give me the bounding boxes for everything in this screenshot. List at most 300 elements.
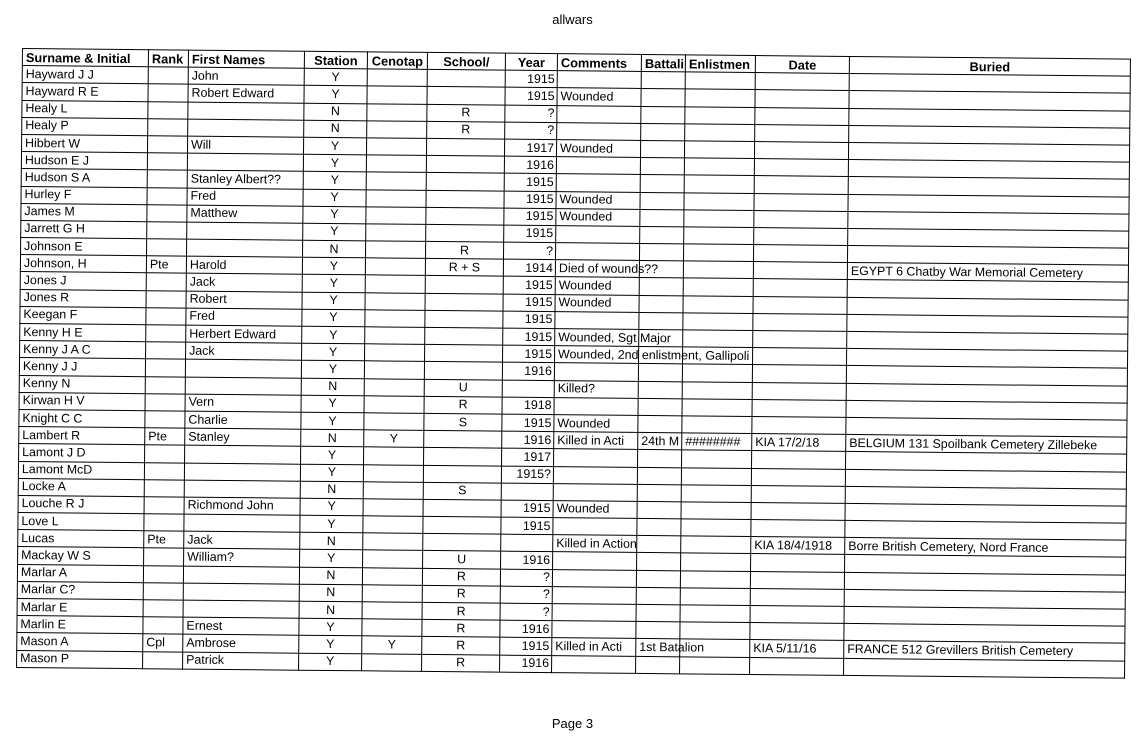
- table-cell: [555, 243, 639, 261]
- table-cell: 1914: [503, 259, 555, 277]
- table-cell: [639, 312, 683, 330]
- table-cell: [362, 653, 422, 671]
- table-cell: N: [301, 429, 364, 447]
- table-cell: Mason A: [17, 633, 143, 651]
- table-cell: Y: [302, 292, 365, 310]
- table-cell: Harold: [186, 256, 302, 274]
- table-cell: [184, 463, 300, 481]
- table-cell: R: [424, 396, 502, 414]
- column-header: Rank: [148, 50, 188, 68]
- table-cell: Hurley F: [21, 186, 147, 204]
- table-cell: Jack: [184, 531, 300, 549]
- table-cell: Y: [304, 68, 367, 86]
- table-cell: 1915: [505, 70, 557, 88]
- table-cell: [751, 554, 845, 572]
- table-cell: Marlar E: [17, 598, 143, 616]
- table-cell: Y: [362, 636, 422, 654]
- table-cell: [362, 567, 422, 585]
- table-cell: Y: [303, 137, 366, 155]
- table-cell: [147, 222, 187, 240]
- table-cell: ########: [682, 433, 752, 451]
- table-cell: S: [424, 413, 502, 431]
- table-cell: [423, 499, 501, 517]
- table-cell: Wounded: [555, 277, 639, 295]
- table-cell: Stanley: [185, 428, 301, 446]
- table-cell: [144, 497, 184, 515]
- table-cell: [364, 447, 424, 465]
- table-cell: Kirwan H V: [19, 392, 145, 410]
- table-cell: 1915: [502, 414, 554, 432]
- table-cell: [553, 466, 637, 484]
- table-cell: [552, 655, 636, 673]
- table-cell: R: [422, 568, 500, 586]
- table-cell: [754, 227, 848, 245]
- table-cell: [752, 451, 846, 469]
- table-cell: [148, 118, 188, 136]
- table-cell: 1915: [504, 173, 556, 191]
- table-cell: [683, 313, 753, 331]
- table-cell: Marlin E: [17, 616, 143, 634]
- table-cell: N: [299, 567, 362, 585]
- table-cell: [552, 621, 636, 639]
- table-cell: [753, 313, 847, 331]
- table-cell: Y: [302, 257, 365, 275]
- table-cell: [641, 123, 685, 141]
- table-cell: Robert Edward: [188, 84, 304, 102]
- table-cell: [557, 71, 641, 89]
- table-cell: Wounded: [553, 500, 637, 518]
- table-cell: [638, 364, 682, 382]
- table-cell: R: [427, 104, 505, 122]
- table-cell: ?: [503, 242, 555, 260]
- table-cell: [367, 86, 427, 104]
- table-cell: [367, 103, 427, 121]
- table-cell: [750, 623, 844, 641]
- table-cell: Lamont McD: [18, 461, 144, 479]
- table-cell: [637, 536, 681, 554]
- table-cell: Y: [302, 343, 365, 361]
- table-cell: Wounded: [554, 415, 638, 433]
- table-cell: [145, 445, 185, 463]
- table-cell: [144, 548, 184, 566]
- column-header: Date: [755, 56, 849, 74]
- table-cell: [636, 622, 680, 640]
- table-cell: [365, 241, 425, 259]
- table-cell: [680, 605, 750, 623]
- table-cell: [637, 501, 681, 519]
- table-cell: Y: [304, 86, 367, 104]
- table-cell: 1915: [504, 208, 556, 226]
- table-cell: Healy P: [22, 117, 148, 135]
- table-cell: [639, 244, 683, 262]
- table-cell: 1917: [502, 448, 554, 466]
- table-cell: [187, 239, 303, 257]
- table-cell: [754, 176, 848, 194]
- table-cell: [366, 172, 426, 190]
- table-cell: U: [423, 551, 501, 569]
- table-cell: [145, 359, 185, 377]
- table-cell: ?: [505, 122, 557, 140]
- table-cell: Robert: [186, 291, 302, 309]
- table-cell: EGYPT 6 Chatby War Memorial Cemetery: [847, 263, 1128, 283]
- table-cell: N: [299, 601, 362, 619]
- table-cell: [144, 514, 184, 532]
- table-cell: Wounded, Sgt Major: [555, 329, 639, 347]
- table-cell: [185, 445, 301, 463]
- table-cell: [684, 192, 754, 210]
- table-cell: [183, 583, 299, 601]
- table-cell: [683, 330, 753, 348]
- table-cell: Hayward J J: [22, 66, 148, 84]
- table-cell: Y: [300, 550, 363, 568]
- table-cell: Hudson S A: [21, 169, 147, 187]
- table-cell: [680, 656, 750, 674]
- table-cell: KIA 17/2/18: [752, 434, 846, 452]
- table-cell: [425, 276, 503, 294]
- table-cell: [754, 159, 848, 177]
- table-cell: [680, 570, 750, 588]
- table-cell: Hibbert W: [22, 134, 148, 152]
- table-cell: [364, 413, 424, 431]
- table-cell: 1916: [504, 156, 556, 174]
- table-cell: [427, 70, 505, 88]
- table-cell: 1915: [503, 294, 555, 312]
- table-cell: [365, 344, 425, 362]
- table-cell: Ernest: [183, 617, 299, 635]
- table-cell: [187, 222, 303, 240]
- table-cell: Y: [301, 361, 364, 379]
- table-cell: [425, 310, 503, 328]
- table-cell: [637, 518, 681, 536]
- table-cell: [555, 311, 639, 329]
- table-cell: [366, 206, 426, 224]
- table-cell: [148, 101, 188, 119]
- table-cell: [147, 136, 187, 154]
- table-cell: [183, 566, 299, 584]
- roll-table: [16, 48, 1131, 678]
- table-cell: Wounded: [557, 88, 641, 106]
- table-cell: 1915: [504, 191, 556, 209]
- table-cell: [637, 467, 681, 485]
- table-cell: [750, 657, 844, 675]
- table-cell: [143, 583, 183, 601]
- table-cell: Jones R: [20, 289, 146, 307]
- table-cell: [641, 106, 685, 124]
- table-cell: [637, 484, 681, 502]
- table-cell: [754, 141, 848, 159]
- table-cell: Y: [302, 309, 365, 327]
- table-cell: William?: [184, 549, 300, 567]
- table-cell: [752, 382, 846, 400]
- table-cell: [684, 158, 754, 176]
- table-cell: Kenny H E: [20, 323, 146, 341]
- table-cell: [367, 121, 427, 139]
- table-cell: R: [422, 585, 500, 603]
- table-cell: R: [427, 121, 505, 139]
- column-header: First Names: [188, 50, 304, 68]
- table-cell: Y: [302, 326, 365, 344]
- table-cell: [681, 467, 751, 485]
- table-cell: [366, 138, 426, 156]
- table-cell: Love L: [18, 513, 144, 531]
- table-cell: R: [422, 654, 500, 672]
- column-header: Enlistmen: [685, 55, 755, 73]
- table-cell: [363, 464, 423, 482]
- table-cell: Lucas: [18, 530, 144, 548]
- table-cell: Richmond John: [184, 497, 300, 515]
- table-cell: [752, 399, 846, 417]
- table-cell: Stanley Albert??: [187, 170, 303, 188]
- table-cell: [640, 192, 684, 210]
- table-cell: R: [422, 637, 500, 655]
- table-cell: [366, 189, 426, 207]
- table-cell: [363, 550, 423, 568]
- table-cell: 1915: [501, 517, 553, 535]
- table-cell: [426, 224, 504, 242]
- table-cell: Fred: [186, 308, 302, 326]
- table-cell: Charlie: [185, 411, 301, 429]
- table-cell: [365, 258, 425, 276]
- table-cell: R: [422, 602, 500, 620]
- table-cell: [685, 72, 755, 90]
- table-cell: [363, 481, 423, 499]
- table-cell: [364, 396, 424, 414]
- column-header: Comments: [557, 54, 641, 72]
- table-cell: Hudson E J: [21, 152, 147, 170]
- table-cell: N: [300, 532, 363, 550]
- table-cell: Cpl: [143, 634, 183, 652]
- table-cell: [754, 210, 848, 228]
- table-cell: [366, 224, 426, 242]
- table-cell: Knight C C: [19, 409, 145, 427]
- table-cell: Wounded: [555, 294, 639, 312]
- table-cell: [684, 175, 754, 193]
- table-cell: Y: [300, 464, 363, 482]
- table-cell: Johnson, H: [20, 255, 146, 273]
- table-cell: [751, 468, 845, 486]
- table-cell: Marlar C?: [17, 581, 143, 599]
- table-cell: Y: [299, 636, 362, 654]
- table-cell: Hayward R E: [22, 83, 148, 101]
- table-cell: [554, 363, 638, 381]
- table-cell: [424, 431, 502, 449]
- table-cell: [145, 393, 185, 411]
- table-cell: [148, 84, 188, 102]
- table-cell: [423, 516, 501, 534]
- table-cell: Kenny J J: [19, 358, 145, 376]
- table-cell: Y: [303, 206, 366, 224]
- table-cell: Y: [299, 618, 362, 636]
- table-cell: Pte: [144, 531, 184, 549]
- table-cell: 1916: [502, 363, 554, 381]
- table-cell: [426, 173, 504, 191]
- table-cell: N: [304, 120, 367, 138]
- table-cell: Kenny J A C: [20, 341, 146, 359]
- table-cell: Wounded, 2nd enlistment, Gallipoli: [555, 346, 639, 364]
- table-cell: [425, 345, 503, 363]
- table-cell: [427, 87, 505, 105]
- table-cell: [684, 227, 754, 245]
- table-cell: [145, 376, 185, 394]
- table-cell: [685, 89, 755, 107]
- table-cell: [638, 450, 682, 468]
- table-cell: [423, 465, 501, 483]
- table-cell: N: [300, 481, 363, 499]
- table-cell: [553, 518, 637, 536]
- table-cell: Y: [303, 172, 366, 190]
- table-cell: [147, 187, 187, 205]
- table-cell: ?: [500, 586, 552, 604]
- table-cell: [183, 600, 299, 618]
- table-cell: N: [304, 103, 367, 121]
- table-cell: [364, 378, 424, 396]
- table-cell: [752, 365, 846, 383]
- table-cell: R: [422, 620, 500, 638]
- table-cell: [753, 262, 847, 280]
- table-cell: [683, 261, 753, 279]
- table-cell: [426, 156, 504, 174]
- table-cell: Lamont J D: [19, 444, 145, 462]
- table-cell: [682, 381, 752, 399]
- table-cell: [680, 588, 750, 606]
- table-cell: [145, 411, 185, 429]
- table-cell: Healy L: [22, 100, 148, 118]
- table-cell: [362, 619, 422, 637]
- table-cell: [363, 533, 423, 551]
- table-cell: [365, 310, 425, 328]
- table-cell: [637, 553, 681, 571]
- table-cell: [681, 519, 751, 537]
- table-cell: [682, 399, 752, 417]
- table-cell: 1915: [503, 311, 555, 329]
- table-cell: [636, 656, 680, 674]
- table-cell: 1916: [500, 655, 552, 673]
- table-cell: [638, 381, 682, 399]
- table-cell: R + S: [425, 259, 503, 277]
- table-cell: [556, 226, 640, 244]
- table-cell: [143, 617, 183, 635]
- column-header: School/: [427, 52, 505, 70]
- column-header: Cenotap: [367, 52, 427, 70]
- table-cell: [147, 170, 187, 188]
- table-cell: [554, 449, 638, 467]
- table-cell: [556, 174, 640, 192]
- table-cell: [553, 483, 637, 501]
- table-cell: [423, 534, 501, 552]
- table-cell: [425, 293, 503, 311]
- table-cell: [638, 415, 682, 433]
- table-cell: [557, 122, 641, 140]
- table-cell: [552, 604, 636, 622]
- table-cell: [148, 67, 188, 85]
- table-cell: [187, 153, 303, 171]
- column-header: Surname & Initial: [22, 49, 148, 67]
- table-cell: [424, 448, 502, 466]
- table-cell: Kenny N: [19, 375, 145, 393]
- table-cell: Y: [301, 395, 364, 413]
- table-cell: [680, 622, 750, 640]
- table-cell: [146, 290, 186, 308]
- table-cell: [553, 552, 637, 570]
- table-cell: Mason P: [17, 650, 143, 668]
- table-cell: Killed in Action: [553, 535, 637, 553]
- table-cell: [502, 380, 554, 398]
- table-cell: ?: [500, 569, 552, 587]
- table-cell: [552, 569, 636, 587]
- table-cell: [188, 119, 304, 137]
- table-cell: 24th M: [638, 433, 682, 451]
- table-cell: John: [188, 67, 304, 85]
- table-cell: 1915: [503, 328, 555, 346]
- table-cell: [750, 588, 844, 606]
- table-cell: [426, 190, 504, 208]
- table-cell: Jarrett G H: [21, 220, 147, 238]
- table-cell: [640, 140, 684, 158]
- table-cell: [754, 193, 848, 211]
- table-cell: 1915: [505, 88, 557, 106]
- column-header: Battali: [641, 54, 685, 72]
- table-cell: [636, 604, 680, 622]
- table-cell: [753, 245, 847, 263]
- table-cell: Killed in Acti: [554, 432, 638, 450]
- table-cell: [752, 348, 846, 366]
- table-cell: [844, 658, 1125, 678]
- table-cell: ?: [500, 603, 552, 621]
- table-cell: Mackay W S: [18, 547, 144, 565]
- table-cell: [681, 485, 751, 503]
- spreadsheet: [16, 48, 1130, 678]
- table-cell: 1917: [504, 139, 556, 157]
- table-cell: [501, 534, 553, 552]
- table-cell: Louche R J: [18, 495, 144, 513]
- table-cell: James M: [21, 203, 147, 221]
- table-cell: [639, 278, 683, 296]
- table-cell: [367, 69, 427, 87]
- table-cell: [751, 520, 845, 538]
- table-cell: 1915: [504, 225, 556, 243]
- table-cell: Y: [303, 223, 366, 241]
- table-cell: N: [301, 378, 364, 396]
- table-cell: 1915?: [501, 466, 553, 484]
- table-cell: [426, 207, 504, 225]
- table-cell: [364, 361, 424, 379]
- table-cell: KIA 5/11/16: [750, 640, 844, 658]
- table-cell: Pte: [146, 256, 186, 274]
- table-cell: Wounded: [556, 208, 640, 226]
- table-cell: Ambrose: [183, 634, 299, 652]
- table-cell: Y: [302, 275, 365, 293]
- table-cell: 1st Batalion: [636, 639, 680, 657]
- table-cell: [147, 153, 187, 171]
- table-cell: Y: [303, 189, 366, 207]
- table-cell: [143, 600, 183, 618]
- table-cell: 1915: [503, 345, 555, 363]
- table-cell: 1916: [502, 431, 554, 449]
- table-cell: [143, 651, 183, 669]
- table-cell: [147, 204, 187, 222]
- table-body: [17, 66, 1131, 678]
- table-cell: [146, 273, 186, 291]
- table-cell: [556, 157, 640, 175]
- table-cell: [557, 105, 641, 123]
- table-cell: U: [424, 379, 502, 397]
- table-cell: [426, 138, 504, 156]
- table-cell: [636, 570, 680, 588]
- table-cell: Y: [301, 447, 364, 465]
- table-cell: [682, 450, 752, 468]
- table-cell: [554, 397, 638, 415]
- table-cell: Y: [303, 154, 366, 172]
